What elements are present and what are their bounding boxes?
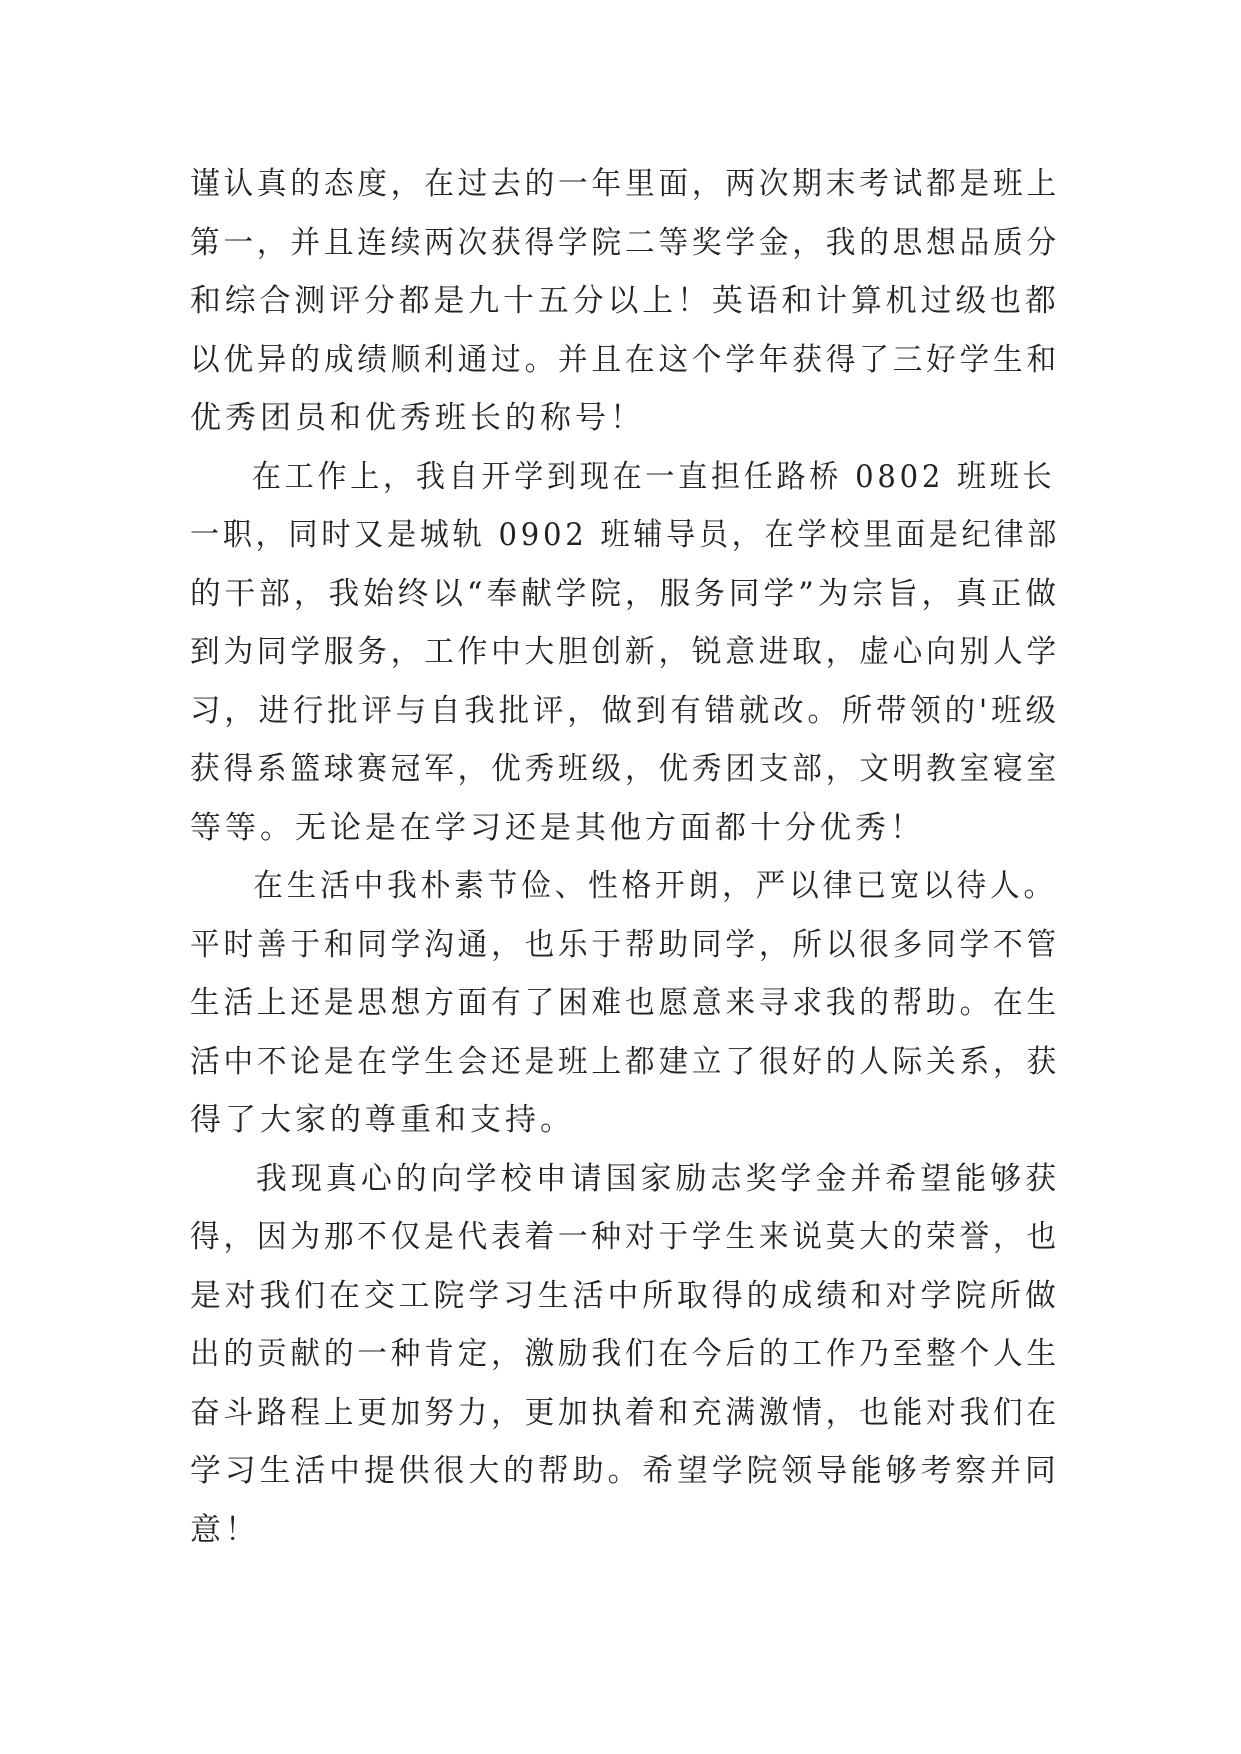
paragraph-first-line: 在生活中我朴素节俭、性格开朗，严以律已宽以待人。: [253, 868, 1058, 904]
text-line: 优秀团员和优秀班长的称号！: [190, 400, 645, 436]
text-line: 一职，同时又是城轨 0902 班辅导员，在学校里面是纪律部: [190, 517, 1061, 553]
text-line: 的干部，我始终以“奉献学院，服务同学”为宗旨，真正做: [190, 575, 1061, 612]
text-line: 谨认真的态度，在过去的一年里面，两次期末考试都是班上: [190, 166, 1060, 202]
text-line: 习，进行批评与自我批评，做到有错就改。所带领的'班级: [190, 692, 1060, 729]
text-line: 奋斗路程上更加努力，更加执着和充满激情，也能对我们在: [190, 1394, 1060, 1431]
text-line: 获得系篮球赛冠军，优秀班级，优秀团支部，文明教室寝室: [190, 751, 1060, 787]
text-line: 意！: [190, 1511, 260, 1548]
text-line: 活中不论是在学生会还是班上都建立了很好的人际关系，获: [190, 1043, 1060, 1080]
text-line: 平时善于和同学沟通，也乐于帮助同学，所以很多同学不管: [190, 926, 1060, 963]
text-line: 是对我们在交工院学习生活中所取得的成绩和对学院所做: [190, 1277, 1060, 1314]
text-line: 得，因为那不仅是代表着一种对于学生来说莫大的荣誉，也: [190, 1219, 1060, 1255]
text-line: 和综合测评分都是九十五分以上！英语和计算机过级也都: [190, 283, 1060, 319]
text-line: 以优异的成绩顺利通过。并且在这个学年获得了三好学生和: [190, 341, 1060, 378]
paragraph-first-line: 在工作上，我自开学到现在一直担任路桥 0802 班班长: [251, 458, 1056, 495]
text-line: 生活上还是思想方面有了困难也愿意来寻求我的帮助。在生: [190, 985, 1060, 1021]
text-line: 到为同学服务，工作中大胆创新，锐意进取，虚心向别人学: [190, 634, 1060, 670]
text-line: 第一，并且连续两次获得学院二等奖学金，我的思想品质分: [190, 224, 1060, 261]
text-line: 得了大家的尊重和支持。: [190, 1102, 575, 1138]
body-text: [190, 155, 1060, 1559]
text-line: 等等。无论是在学习还是其他方面都十分优秀！: [190, 809, 925, 846]
paragraph-first-line: 我现真心的向学校申请国家励志奖学金并希望能够获: [255, 1160, 1061, 1197]
text-line: 出的贡献的一种肯定，激励我们在今后的工作乃至整个人生: [190, 1336, 1060, 1372]
text-line: 学习生活中提供很大的帮助。希望学院领导能够考察并同: [190, 1453, 1060, 1489]
